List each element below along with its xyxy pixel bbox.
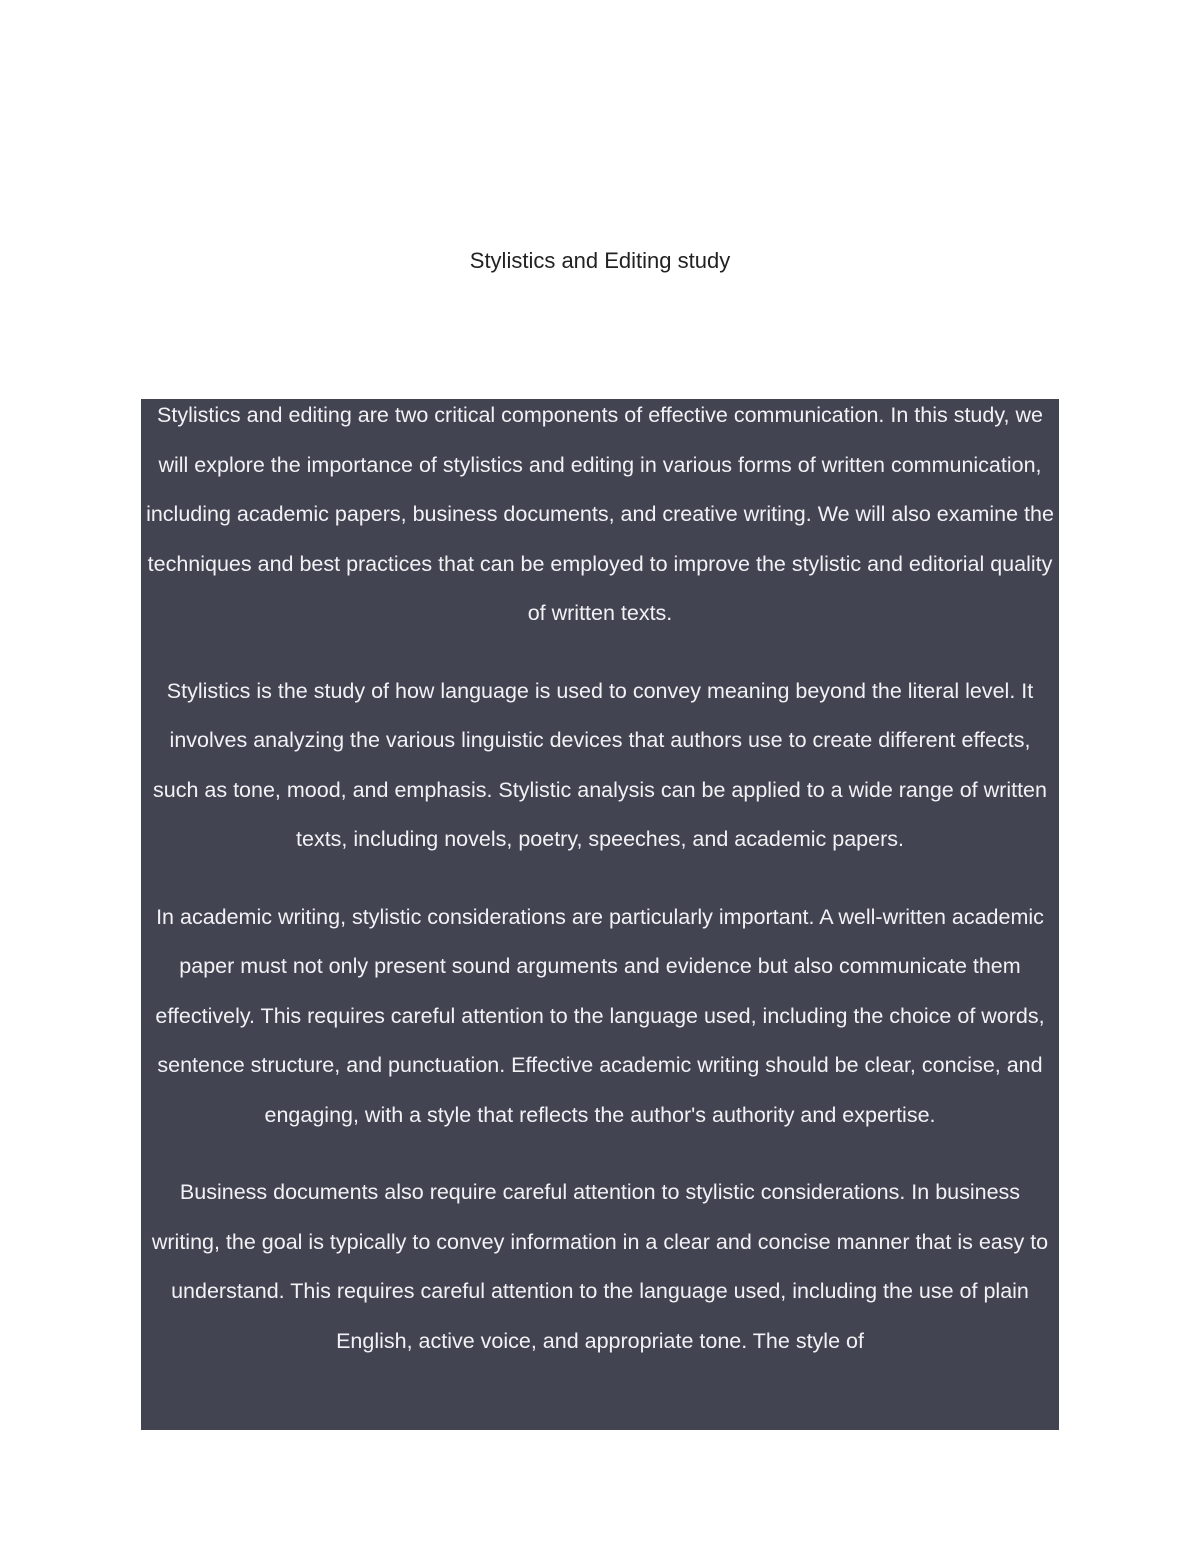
paragraph-intro: Stylistics and editing are two critical components of effective communication. In this study, we will explore the importance of stylistics and editing in various forms of written communication, including academic papers, business documents, and creative writing. We will also examine the techniques and best practices that can be employed to improve the stylistic and editorial quality of written texts. — [146, 403, 1054, 625]
paragraph-stylistics-definition: Stylistics is the study of how language is used to convey meaning beyond the literal level. It involves analyzing the various linguistic devices that authors use to create different effects, such as tone, mood, and emphasis. Stylistic analysis can be applied to a wide range of written texts, including novels, poetry, speeches, and academic papers. — [153, 678, 1047, 851]
document-title: Stylistics and Editing study — [469, 248, 731, 273]
paragraph-business-documents: Business documents also require careful attention to stylistic considerations. In business writing, the goal is typically to convey information in a clear and concise manner that is easy to understand. This requires careful attention to the language used, including the use of plain English, active voice, and appropriate tone. The style of — [151, 1180, 1049, 1353]
document-body — [141, 399, 1059, 1430]
paragraph-academic-writing: In academic writing, stylistic considerations are particularly important. A well-written academic paper must not only present sound arguments and evidence but also communicate them effectively. This requires careful attention to the language used, including the choice of words, sentence structure, and punctuation. Effective academic writing should be clear, concise, and engaging, with a style that reflects the author's authority and expertise. — [155, 904, 1045, 1127]
